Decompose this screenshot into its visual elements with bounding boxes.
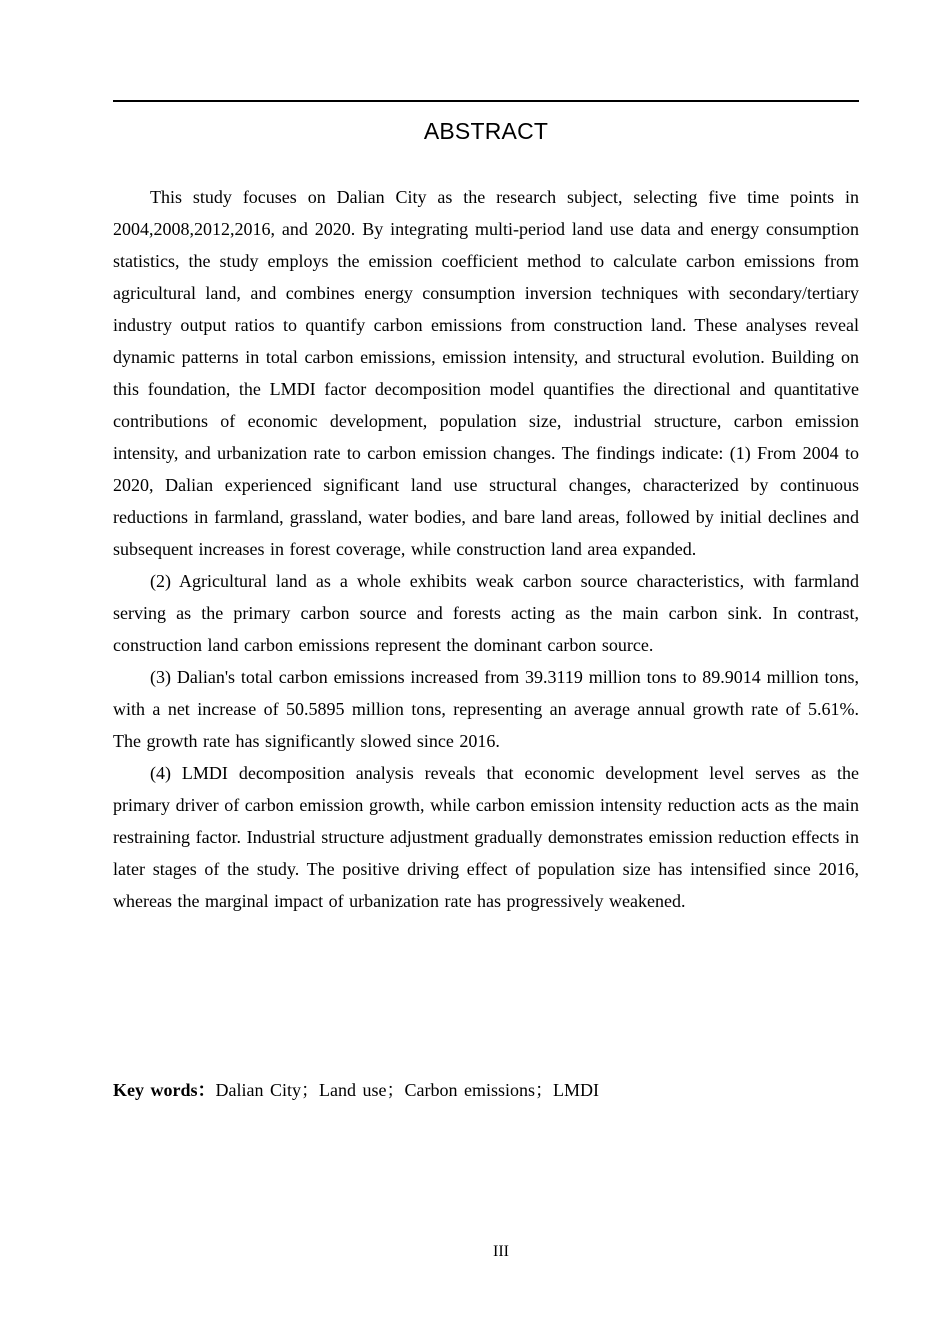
keywords-label: Key words： [113,1080,216,1100]
page-number: III [493,1243,509,1260]
abstract-body [113,181,859,917]
abstract-paragraph-4: (4) LMDI decomposition analysis reveals that economic development level serves as the primary driver of carbon emission growth, while carbon emission intensity reduction acts as the main restraining factor. Industrial structure adjustment gradually demonstrates emission reduction effects in later stages of the study. The positive driving effect of population size has intensified since 2016, whereas the marginal impact of urbanization rate has progressively weakened. [113,763,859,911]
abstract-paragraph-3: (3) Dalian's total carbon emissions increased from 39.3119 million tons to 89.9014 million tons, with a net increase of 50.5895 million tons, representing an average annual growth rate of 5.61%. The growth rate has significantly slowed since 2016. [113,667,859,751]
keywords-text: Dalian City；Land use；Carbon emissions；LMDI [215,1080,599,1100]
keywords-line [113,1074,859,1106]
abstract-paragraph-2: (2) Agricultural land as a whole exhibits weak carbon source characteristics, with farmland serving as the primary carbon source and forests acting as the main carbon sink. In contrast, construction land carbon emissions represent the dominant carbon source. [113,571,859,655]
header-rule [113,100,859,102]
abstract-title: ABSTRACT [423,118,549,144]
abstract-paragraph-1: This study focuses on Dalian City as the research subject, selecting five time points in 2004,2008,2012,2016, and 2020. By integrating multi-period land use data and energy consumption statistics, the study employs the emission coefficient method to calculate carbon emissions from agricultural land, and combines energy consumption inversion techniques with secondary/tertiary industry output ratios to quantify carbon emissions from construction land. These analyses reveal dynamic patterns in total carbon emissions, emission intensity, and structural evolution. Building on this foundation, the LMDI factor decomposition model quantifies the directional and quantitative contributions of economic development, population size, industrial structure, carbon emission intensity, and urbanization rate to carbon emission changes. The findings indicate: (1) From 2004 to 2020, Dalian experienced significant land use structural changes, characterized by continuous reductions in farmland, grassland, water bodies, and bare land areas, followed by initial declines and subsequent increases in forest coverage, while construction land area expanded. [113,187,859,559]
